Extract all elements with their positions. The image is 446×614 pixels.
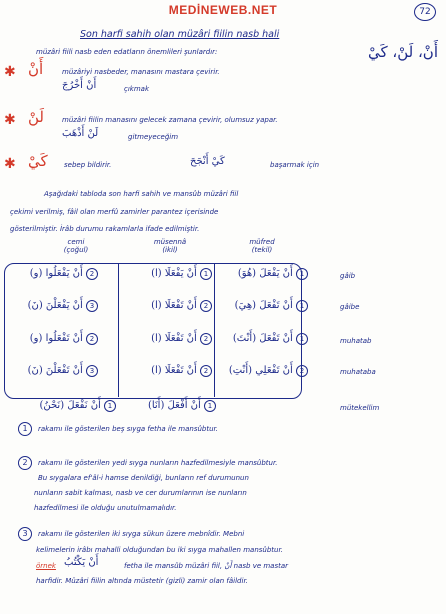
irab-mark: 1 xyxy=(200,268,212,280)
note-line: rakamı ile gösterilen iki sıyga sükun üzere mebnîdir. Mebni xyxy=(38,530,245,538)
paragraph-line: gösterilmiştir. İrâb durumu rakamlarla ifade edilmiştir. xyxy=(10,225,200,233)
table-cell: 1 أَنْ نَفْعَلَ (نَحْنُ) xyxy=(24,400,116,412)
table-cell xyxy=(218,268,308,280)
paragraph-line: Aşağıdaki tabloda son harfi sahih ve mansûb müzâri fiil xyxy=(44,190,239,198)
table-cell xyxy=(8,365,98,377)
irab-mark: 1 xyxy=(296,333,308,345)
note-line: hazfedilmesi ile olduğu unutulmamalıdır. xyxy=(34,504,177,512)
cell-text: أَنْ تَفْعَلِي (أَنْتِ) xyxy=(228,365,293,376)
note-number: 1 xyxy=(18,422,32,436)
an-example-arabic: أَنْ أَخْرُجَ xyxy=(62,80,97,91)
row-label: muhatab xyxy=(340,337,372,345)
irab-mark: 1 xyxy=(296,268,308,280)
table-cell xyxy=(8,300,98,312)
example-rest: fetha ile mansûb müzâri fiil, أَنْ nasb ve mastar xyxy=(124,562,289,570)
note-number: 3 xyxy=(18,527,32,541)
lan-example-arabic: لَنْ أَذْهَبَ xyxy=(62,128,99,139)
note-line: Bu sıygalara ef'âl-i hamse denildiği, bunların ref durumunun xyxy=(38,474,249,482)
lan-example-translation: gitmeyeceğim xyxy=(128,133,179,141)
row-label: mütekellim xyxy=(340,404,380,412)
cell-text: أَنْ يَفْعَلَ (هُوَ) xyxy=(237,268,293,279)
irab-mark: 2 xyxy=(296,365,308,377)
note-line: rakamı ile gösterilen yedi sıyga nunların hazfedilmesiyle mansûbtur. xyxy=(38,459,278,467)
an-example-translation: çıkmak xyxy=(124,85,150,93)
table-cell xyxy=(122,333,212,345)
intro-line: müzâri fiili nasb eden edatların önemlileri şunlardır: xyxy=(36,48,218,56)
kay-description: sebep bildirir. xyxy=(64,161,112,169)
table-cell xyxy=(122,268,212,280)
cell-text: أَنْ تَفْعَلَ (أَنْتَ) xyxy=(232,333,293,344)
column-header: müsennâ (ikil) xyxy=(153,238,187,254)
cell-text: أَنْ تَفْعَلُوا (و) xyxy=(29,333,83,344)
kay-example-translation: başarmak için xyxy=(270,161,320,169)
cell-text: أَنْ يَفْعَلَا (ا) xyxy=(151,268,197,279)
irab-mark: 2 xyxy=(86,268,98,280)
note-line: nunların sabit kalması, nasb ve cer durumlarının ise nunların xyxy=(34,489,247,497)
table-cell xyxy=(8,333,98,345)
irab-mark: 1 xyxy=(104,400,116,412)
last-line: harfidir. Müzâri fiilin altında müstetir (gizli) zamir olan fâildir. xyxy=(36,577,248,585)
cell-text: أَنْ يَفْعَلُوا (و) xyxy=(29,268,83,279)
table-cell xyxy=(218,300,308,312)
table-divider xyxy=(118,263,119,397)
irab-mark: 2 xyxy=(200,365,212,377)
row-label: muhataba xyxy=(340,368,376,376)
table-cell xyxy=(122,365,212,377)
star-icon: ✱ xyxy=(4,64,16,80)
row-label: gâibe xyxy=(340,303,360,311)
irab-mark: 3 xyxy=(86,300,98,312)
cell-text: أَنْ تَفْعَلَا (ا) xyxy=(151,300,197,311)
star-icon: ✱ xyxy=(4,156,16,172)
star-icon: ✱ xyxy=(4,112,16,128)
cell-text: أَنْ تَفْعَلْنَ (نَ) xyxy=(27,365,83,376)
irab-mark: 1 xyxy=(296,300,308,312)
paragraph-line: çekimi verilmiş, fâil olan merfû zamirler parantez içerisinde xyxy=(10,208,219,216)
page-title: Son harfi sahih olan müzâri fiilin nasb hali xyxy=(80,29,280,40)
irab-mark: 1 xyxy=(204,400,216,412)
example-label: örnek xyxy=(36,562,56,570)
table-cell xyxy=(218,365,308,377)
kay-particle: كَيْ xyxy=(28,152,48,170)
table-divider xyxy=(214,263,215,397)
note-line: rakamı ile gösterilen beş sıyga fetha ile mansûbtur. xyxy=(38,425,218,433)
note-line: kelimelerin irâbı mahalli olduğundan bu iki sıyga mahallen mansûbtur. xyxy=(36,546,283,554)
lan-particle: لَنْ xyxy=(28,108,44,126)
lan-description: müzâri fiilin manasını gelecek zamana çevirir, olumsuz yapar. xyxy=(62,116,278,124)
row-label: gâib xyxy=(340,272,356,280)
irab-mark: 2 xyxy=(200,300,212,312)
table-cell: 1 أَنْ أَفْعَلَ (أَنَا) xyxy=(124,400,216,412)
column-header: cemi (çoğul) xyxy=(63,238,89,254)
conjugation-table xyxy=(4,263,302,399)
table-cell xyxy=(8,268,98,280)
kay-example-arabic: كَيْ أَنْجَحَ xyxy=(190,156,225,167)
intro-particles: أَنْ، لَنْ، كَيْ xyxy=(367,43,438,61)
cell-text: أَنْ تَفْعَلَ (هِيَ) xyxy=(234,300,293,311)
note-number: 2 xyxy=(18,456,32,470)
irab-mark: 2 xyxy=(86,333,98,345)
cell-text: أَنْ تَفْعَلَا (ا) xyxy=(151,333,197,344)
table-cell xyxy=(218,333,308,345)
an-description: müzâriyi nasbeder, manasını mastara çevirir. xyxy=(62,68,220,76)
example-arabic: أَنْ يَكْتُبُ xyxy=(64,557,99,568)
page-number: 72 xyxy=(414,3,436,21)
an-particle: أَنْ xyxy=(28,60,44,78)
column-header: müfred (tekil) xyxy=(249,238,275,254)
irab-mark: 2 xyxy=(200,333,212,345)
table-cell xyxy=(122,300,212,312)
site-label: MEDİNEWEB.NET xyxy=(168,3,278,17)
cell-text: أَنْ يَفْعَلْنَ (نَ) xyxy=(27,300,83,311)
cell-text: أَنْ تَفْعَلَا (ا) xyxy=(151,365,197,376)
irab-mark: 3 xyxy=(86,365,98,377)
